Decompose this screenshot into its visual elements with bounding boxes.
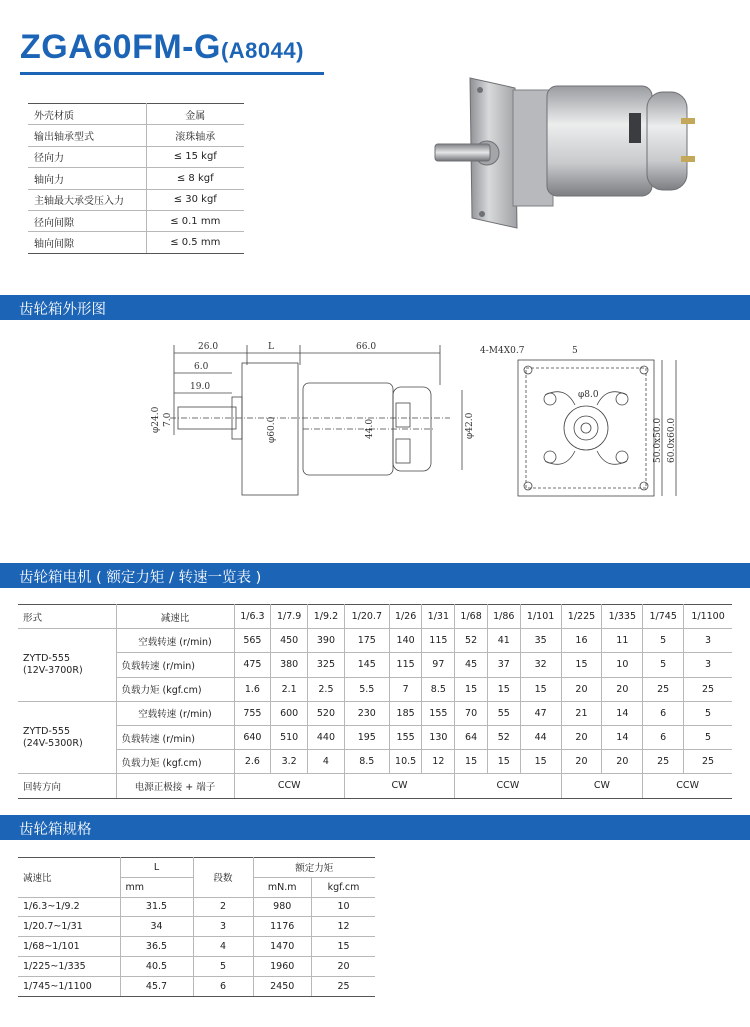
value-cell: 35 bbox=[520, 629, 561, 653]
value-cell: 15 bbox=[455, 750, 488, 774]
gear-row bbox=[18, 976, 375, 996]
value-cell: 195 bbox=[344, 725, 389, 749]
spec-row bbox=[28, 125, 244, 146]
speed-row bbox=[18, 677, 732, 701]
value-cell: 7 bbox=[389, 677, 422, 701]
ratio-cell: 1/1100 bbox=[684, 605, 732, 629]
value-cell: 20 bbox=[561, 725, 602, 749]
value-cell: 185 bbox=[389, 701, 422, 725]
gear-cell-kgfcm: 12 bbox=[311, 917, 375, 937]
gear-cell-L: 31.5 bbox=[120, 897, 193, 917]
spec-row bbox=[28, 210, 244, 231]
dim-6: 6.0 bbox=[194, 362, 209, 372]
value-cell: 3 bbox=[684, 629, 732, 653]
model-name: ZYTD-555 bbox=[23, 725, 70, 737]
section-header-speed bbox=[0, 563, 750, 588]
gear-cell-stages: 4 bbox=[193, 937, 253, 957]
ratio-cell: 1/6.3 bbox=[234, 605, 271, 629]
rotation-cell: CCW bbox=[234, 774, 344, 798]
dim-phi24: φ24.0 bbox=[151, 406, 161, 433]
value-cell: 12 bbox=[422, 750, 455, 774]
value-cell: 32 bbox=[520, 653, 561, 677]
value-cell: 37 bbox=[487, 653, 520, 677]
value-cell: 21 bbox=[561, 701, 602, 725]
gear-motor-photo bbox=[425, 68, 725, 238]
ratio-cell: 1/7.9 bbox=[271, 605, 308, 629]
spec-row bbox=[28, 168, 244, 189]
metric-label: 负载力矩 (kgf.cm) bbox=[116, 677, 234, 701]
dim-5: 5 bbox=[572, 346, 578, 356]
ratio-cell: 1/86 bbox=[487, 605, 520, 629]
value-cell: 8.5 bbox=[422, 677, 455, 701]
value-cell: 145 bbox=[344, 653, 389, 677]
ratio-cell: 1/20.7 bbox=[344, 605, 389, 629]
value-cell: 64 bbox=[455, 725, 488, 749]
kgfcm-header: kgf.cm bbox=[311, 877, 375, 897]
dim-m4: 4-M4X0.7 bbox=[480, 346, 525, 356]
rotation-label: 回转方向 bbox=[18, 774, 116, 798]
value-cell: 25 bbox=[643, 750, 684, 774]
mNm-header: mN.m bbox=[253, 877, 311, 897]
spec-row bbox=[28, 232, 244, 253]
value-cell: 47 bbox=[520, 701, 561, 725]
ratio-cell: 1/745 bbox=[643, 605, 684, 629]
value-cell: 70 bbox=[455, 701, 488, 725]
spec-table-body bbox=[28, 104, 244, 254]
ratio-header: 减速比 bbox=[18, 858, 120, 898]
gear-row bbox=[18, 897, 375, 917]
value-cell: 14 bbox=[602, 725, 643, 749]
metric-label: 负载转速 (r/min) bbox=[116, 725, 234, 749]
gear-cell-mNm: 1176 bbox=[253, 917, 311, 937]
value-cell: 2.6 bbox=[234, 750, 271, 774]
model-name: ZYTD-555 bbox=[23, 652, 70, 664]
value-cell: 15 bbox=[455, 677, 488, 701]
value-cell: 8.5 bbox=[344, 750, 389, 774]
gear-cell-L: 34 bbox=[120, 917, 193, 937]
value-cell: 450 bbox=[271, 629, 308, 653]
spec-value: 金属 bbox=[146, 104, 244, 125]
gear-cell-L: 36.5 bbox=[120, 937, 193, 957]
value-cell: 15 bbox=[520, 750, 561, 774]
L-header: L bbox=[120, 858, 193, 878]
value-cell: 15 bbox=[487, 750, 520, 774]
value-cell: 755 bbox=[234, 701, 271, 725]
speed-row bbox=[18, 629, 732, 653]
value-cell: 5 bbox=[684, 701, 732, 725]
title-underline bbox=[20, 72, 324, 75]
section-title: 齿轮箱规格 bbox=[19, 822, 92, 838]
outline-drawing bbox=[150, 335, 685, 515]
value-cell: 52 bbox=[455, 629, 488, 653]
value-cell: 2.1 bbox=[271, 677, 308, 701]
spec-label: 径向力 bbox=[28, 146, 146, 167]
value-cell: 5 bbox=[643, 653, 684, 677]
gear-cell-mNm: 980 bbox=[253, 897, 311, 917]
value-cell: 115 bbox=[422, 629, 455, 653]
dim-phi8: φ8.0 bbox=[578, 390, 599, 400]
value-cell: 14 bbox=[602, 701, 643, 725]
rotation-cell: CW bbox=[344, 774, 454, 798]
value-cell: 440 bbox=[308, 725, 345, 749]
value-cell: 3 bbox=[684, 653, 732, 677]
metric-label: 空载转速 (r/min) bbox=[116, 701, 234, 725]
value-cell: 55 bbox=[487, 701, 520, 725]
dim-26: 26.0 bbox=[198, 342, 219, 352]
spec-value: ≤ 8 kgf bbox=[146, 168, 244, 189]
speed-row bbox=[18, 725, 732, 749]
value-cell: 140 bbox=[389, 629, 422, 653]
value-cell: 52 bbox=[487, 725, 520, 749]
spec-table bbox=[28, 103, 244, 254]
model-code: (A8044) bbox=[220, 38, 304, 63]
value-cell: 16 bbox=[561, 629, 602, 653]
spec-value: 滚珠轴承 bbox=[146, 125, 244, 146]
spec-label: 轴向间隙 bbox=[28, 232, 146, 253]
value-cell: 230 bbox=[344, 701, 389, 725]
value-cell: 25 bbox=[684, 677, 732, 701]
mm-header: mm bbox=[120, 877, 193, 897]
spec-label: 输出轴承型式 bbox=[28, 125, 146, 146]
gear-cell-stages: 6 bbox=[193, 976, 253, 996]
ratio-cell: 1/225 bbox=[561, 605, 602, 629]
gear-cell-ratio: 1/20.7~1/31 bbox=[18, 917, 120, 937]
rotation-cell: CW bbox=[561, 774, 643, 798]
rotation-sub: 电源正极接 + 端子 bbox=[116, 774, 234, 798]
model-cell bbox=[18, 629, 116, 702]
value-cell: 155 bbox=[422, 701, 455, 725]
dim-L: L bbox=[268, 342, 274, 352]
rotation-row bbox=[18, 774, 732, 798]
model-voltage: (24V-5300R) bbox=[23, 737, 83, 749]
ratio-cell: 1/101 bbox=[520, 605, 561, 629]
gear-cell-kgfcm: 20 bbox=[311, 956, 375, 976]
gear-cell-kgfcm: 25 bbox=[311, 976, 375, 996]
section-header-gear bbox=[0, 815, 750, 840]
dim-phi42: φ42.0 bbox=[465, 412, 475, 439]
page-title bbox=[20, 28, 304, 67]
spec-value: ≤ 0.1 mm bbox=[146, 210, 244, 231]
value-cell: 2.5 bbox=[308, 677, 345, 701]
stages-header: 段数 bbox=[193, 858, 253, 898]
value-cell: 115 bbox=[389, 653, 422, 677]
dim-66: 66.0 bbox=[356, 342, 377, 352]
value-cell: 475 bbox=[234, 653, 271, 677]
ratio-cell: 1/9.2 bbox=[308, 605, 345, 629]
dim-60x60: 60.0x60.0 bbox=[667, 417, 677, 463]
gear-row bbox=[18, 956, 375, 976]
value-cell: 130 bbox=[422, 725, 455, 749]
ratio-cell: 1/26 bbox=[389, 605, 422, 629]
spec-row bbox=[28, 104, 244, 125]
value-cell: 20 bbox=[561, 750, 602, 774]
gearbox-spec-table bbox=[18, 857, 375, 997]
gear-table-body bbox=[18, 858, 375, 997]
value-cell: 390 bbox=[308, 629, 345, 653]
value-cell: 510 bbox=[271, 725, 308, 749]
value-cell: 45 bbox=[455, 653, 488, 677]
value-cell: 1.6 bbox=[234, 677, 271, 701]
section-title: 齿轮箱外形图 bbox=[19, 302, 106, 318]
type-header: 形式 bbox=[18, 605, 116, 629]
ratio-cell: 1/31 bbox=[422, 605, 455, 629]
gear-cell-kgfcm: 10 bbox=[311, 897, 375, 917]
spec-row bbox=[28, 189, 244, 210]
value-cell: 20 bbox=[561, 677, 602, 701]
model-cell bbox=[18, 701, 116, 774]
value-cell: 97 bbox=[422, 653, 455, 677]
model-voltage: (12V-3700R) bbox=[23, 664, 83, 676]
value-cell: 15 bbox=[520, 677, 561, 701]
section-title: 齿轮箱电机 ( 额定力矩 / 转速一览表 ) bbox=[19, 570, 262, 586]
torque-header: 额定力矩 bbox=[253, 858, 375, 878]
gear-cell-stages: 2 bbox=[193, 897, 253, 917]
spec-value: ≤ 30 kgf bbox=[146, 189, 244, 210]
speed-header-row bbox=[18, 605, 732, 629]
value-cell: 155 bbox=[389, 725, 422, 749]
dim-phi60: φ60.0 bbox=[267, 416, 277, 443]
gear-row bbox=[18, 917, 375, 937]
spec-label: 外壳材质 bbox=[28, 104, 146, 125]
value-cell: 11 bbox=[602, 629, 643, 653]
ratio-cell: 1/68 bbox=[455, 605, 488, 629]
value-cell: 5 bbox=[643, 629, 684, 653]
ratio-cell: 1/335 bbox=[602, 605, 643, 629]
rotation-cell: CCW bbox=[455, 774, 561, 798]
value-cell: 10 bbox=[602, 653, 643, 677]
speed-row bbox=[18, 701, 732, 725]
value-cell: 600 bbox=[271, 701, 308, 725]
value-cell: 5.5 bbox=[344, 677, 389, 701]
gear-cell-mNm: 1470 bbox=[253, 937, 311, 957]
gear-header-row bbox=[18, 858, 375, 878]
gear-cell-ratio: 1/68~1/101 bbox=[18, 937, 120, 957]
value-cell: 20 bbox=[602, 677, 643, 701]
value-cell: 44 bbox=[520, 725, 561, 749]
value-cell: 6 bbox=[643, 701, 684, 725]
spec-label: 轴向力 bbox=[28, 168, 146, 189]
gear-cell-ratio: 1/745~1/1100 bbox=[18, 976, 120, 996]
value-cell: 15 bbox=[487, 677, 520, 701]
metric-label: 空载转速 (r/min) bbox=[116, 629, 234, 653]
value-cell: 520 bbox=[308, 701, 345, 725]
value-cell: 25 bbox=[643, 677, 684, 701]
speed-table-body bbox=[18, 605, 732, 799]
dim-19: 19.0 bbox=[190, 382, 211, 392]
speed-row bbox=[18, 750, 732, 774]
spec-label: 径向间隙 bbox=[28, 210, 146, 231]
dim-44: 44.0 bbox=[365, 418, 375, 439]
value-cell: 3.2 bbox=[271, 750, 308, 774]
gear-cell-L: 45.7 bbox=[120, 976, 193, 996]
value-cell: 41 bbox=[487, 629, 520, 653]
value-cell: 175 bbox=[344, 629, 389, 653]
value-cell: 380 bbox=[271, 653, 308, 677]
rotation-cell: CCW bbox=[643, 774, 732, 798]
spec-value: ≤ 15 kgf bbox=[146, 146, 244, 167]
value-cell: 6 bbox=[643, 725, 684, 749]
value-cell: 10.5 bbox=[389, 750, 422, 774]
dim-50x50: 50.0x50.0 bbox=[653, 417, 663, 463]
speed-torque-table bbox=[18, 604, 732, 799]
speed-row bbox=[18, 653, 732, 677]
model-name: ZGA60FM-G bbox=[20, 28, 221, 66]
value-cell: 565 bbox=[234, 629, 271, 653]
gear-cell-ratio: 1/6.3~1/9.2 bbox=[18, 897, 120, 917]
gear-cell-mNm: 1960 bbox=[253, 956, 311, 976]
value-cell: 20 bbox=[602, 750, 643, 774]
spec-label: 主轴最大承受压入力 bbox=[28, 189, 146, 210]
gear-cell-L: 40.5 bbox=[120, 956, 193, 976]
dim-7: 7.0 bbox=[163, 412, 173, 427]
gear-cell-ratio: 1/225~1/335 bbox=[18, 956, 120, 976]
gear-cell-stages: 3 bbox=[193, 917, 253, 937]
value-cell: 4 bbox=[308, 750, 345, 774]
value-cell: 325 bbox=[308, 653, 345, 677]
gear-cell-stages: 5 bbox=[193, 956, 253, 976]
gear-cell-mNm: 2450 bbox=[253, 976, 311, 996]
metric-label: 负载转速 (r/min) bbox=[116, 653, 234, 677]
value-cell: 25 bbox=[684, 750, 732, 774]
spec-row bbox=[28, 146, 244, 167]
gear-cell-kgfcm: 15 bbox=[311, 937, 375, 957]
value-cell: 15 bbox=[561, 653, 602, 677]
metric-label: 负载力矩 (kgf.cm) bbox=[116, 750, 234, 774]
section-header-drawing bbox=[0, 295, 750, 320]
value-cell: 640 bbox=[234, 725, 271, 749]
spec-value: ≤ 0.5 mm bbox=[146, 232, 244, 253]
value-cell: 5 bbox=[684, 725, 732, 749]
gear-row bbox=[18, 937, 375, 957]
ratio-header: 减速比 bbox=[116, 605, 234, 629]
